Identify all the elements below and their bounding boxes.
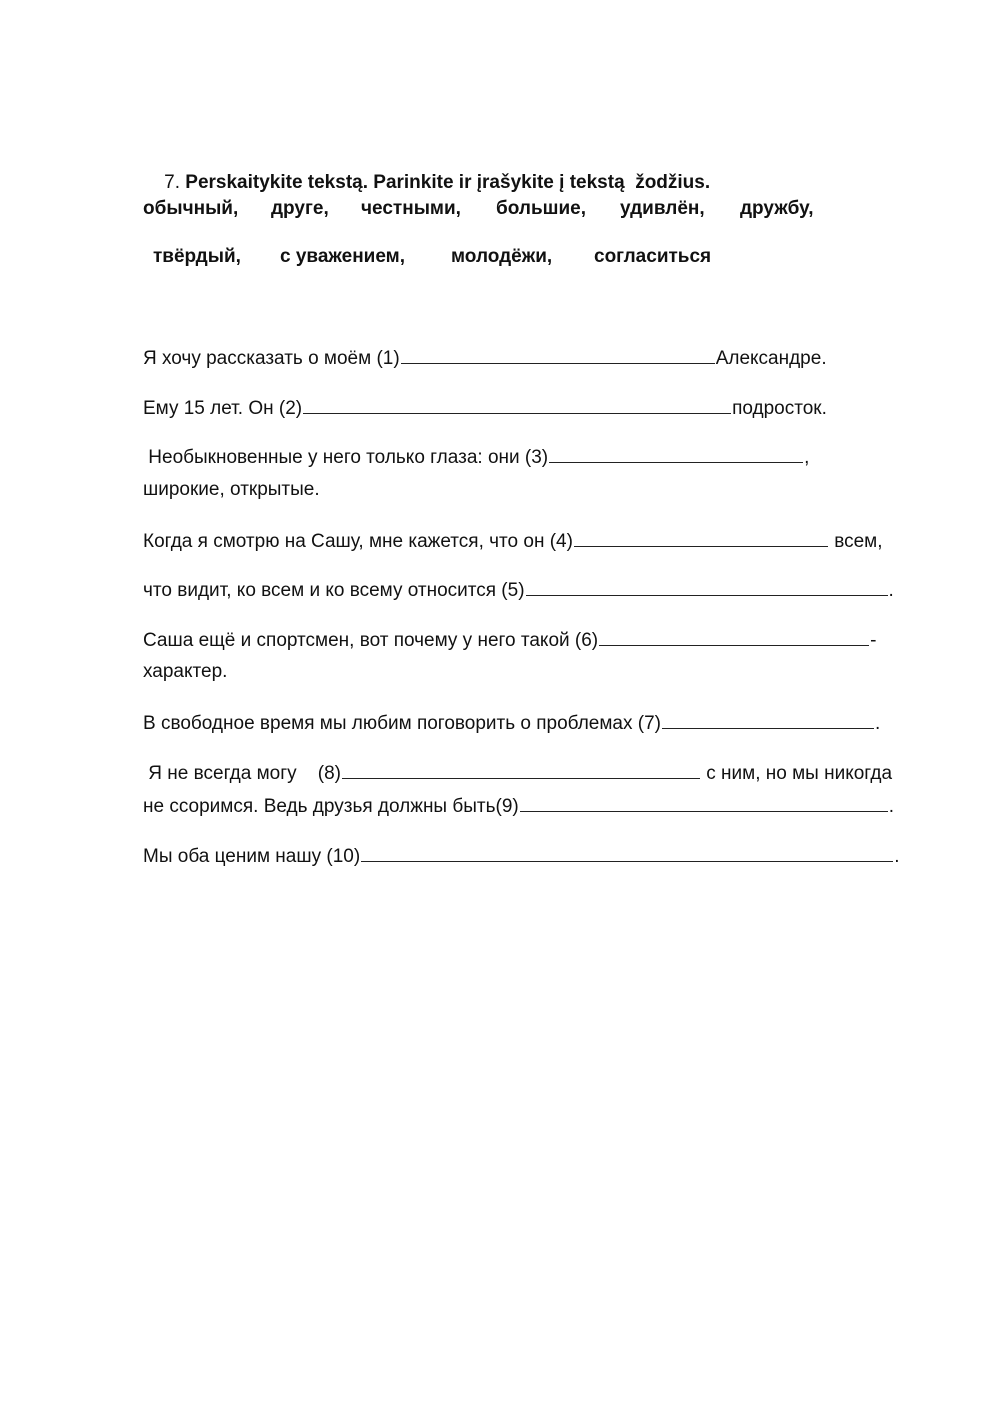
- sentence-text: .: [888, 580, 894, 601]
- sentence-text: ,: [804, 447, 810, 468]
- word-bank-item: честными,: [361, 198, 461, 219]
- sentence-text: Необыкновенные у него только глаза: они (3): [143, 447, 549, 468]
- sentence-9: [143, 793, 894, 819]
- sentence-text: Ему 15 лет. Он (2): [143, 398, 303, 419]
- answer-blank-9[interactable]: [520, 793, 888, 812]
- sentence-text: Саша ещё и спортсмен, вот почему у него такой (6): [143, 630, 599, 651]
- sentence-text: .: [894, 846, 900, 867]
- sentence-1: [143, 345, 827, 371]
- word-bank-item: дружбу,: [740, 198, 814, 219]
- sentence-7: [143, 710, 880, 736]
- answer-blank-4[interactable]: [574, 528, 828, 547]
- word-bank-item: друге,: [271, 198, 329, 219]
- sentence-text: -: [870, 630, 877, 651]
- sentence-text: всем,: [828, 531, 883, 552]
- word-bank-item: твёрдый,: [153, 246, 241, 267]
- sentence-text: Александре.: [715, 348, 827, 369]
- sentence-text: не ссоримся. Ведь друзья должны быть(9): [143, 796, 519, 817]
- answer-blank-8[interactable]: [342, 760, 700, 779]
- sentence-4: [143, 528, 883, 554]
- word-bank-item: с уважением,: [280, 246, 406, 267]
- word-bank-item: большие,: [496, 198, 586, 219]
- sentence-text: что видит, ко всем и ко всему относится (5): [143, 580, 525, 601]
- sentence-10: [143, 843, 899, 869]
- sentence-text: с ним, но мы никогда: [700, 763, 893, 784]
- sentence-text: Мы оба ценим нашу (10): [143, 846, 361, 867]
- sentence-8: [143, 760, 892, 786]
- sentence-6: [143, 627, 876, 653]
- task-instruction: Perskaitykite tekstą. Parinkite ir įrašykite į tekstą žodžius.: [185, 172, 711, 193]
- sentence-3-continued: [143, 478, 320, 502]
- sentence-text: Я не всегда могу (8): [143, 763, 341, 784]
- answer-blank-10[interactable]: [361, 843, 893, 862]
- answer-blank-2[interactable]: [303, 395, 731, 414]
- answer-blank-7[interactable]: [662, 710, 874, 729]
- sentence-6-continued: [143, 660, 227, 684]
- word-bank-item: молодёжи,: [451, 246, 553, 267]
- sentence-text: Когда я смотрю на Сашу, мне кажется, что он (4): [143, 531, 573, 552]
- sentence-text: В свободное время мы любим поговорить о проблемах (7): [143, 713, 661, 734]
- sentence-text: .: [888, 796, 895, 817]
- answer-blank-6[interactable]: [599, 627, 869, 646]
- word-bank-item: обычный,: [143, 198, 239, 219]
- word-bank-item: согласиться: [594, 246, 712, 267]
- answer-blank-1[interactable]: [401, 345, 715, 364]
- sentence-2: [143, 395, 827, 421]
- word-bank-item: удивлён,: [620, 198, 705, 219]
- answer-blank-5[interactable]: [526, 577, 888, 596]
- sentence-3: [143, 444, 809, 470]
- sentence-5: [143, 577, 894, 603]
- sentence-text: широкие, открытые.: [143, 479, 320, 500]
- task-number: 7.: [164, 172, 180, 193]
- sentence-text: Я хочу рассказать о моём (1): [143, 348, 400, 369]
- sentence-text: характер.: [143, 661, 228, 682]
- sentence-text: подросток.: [732, 398, 827, 419]
- answer-blank-3[interactable]: [549, 444, 803, 463]
- sentence-text: .: [874, 713, 881, 734]
